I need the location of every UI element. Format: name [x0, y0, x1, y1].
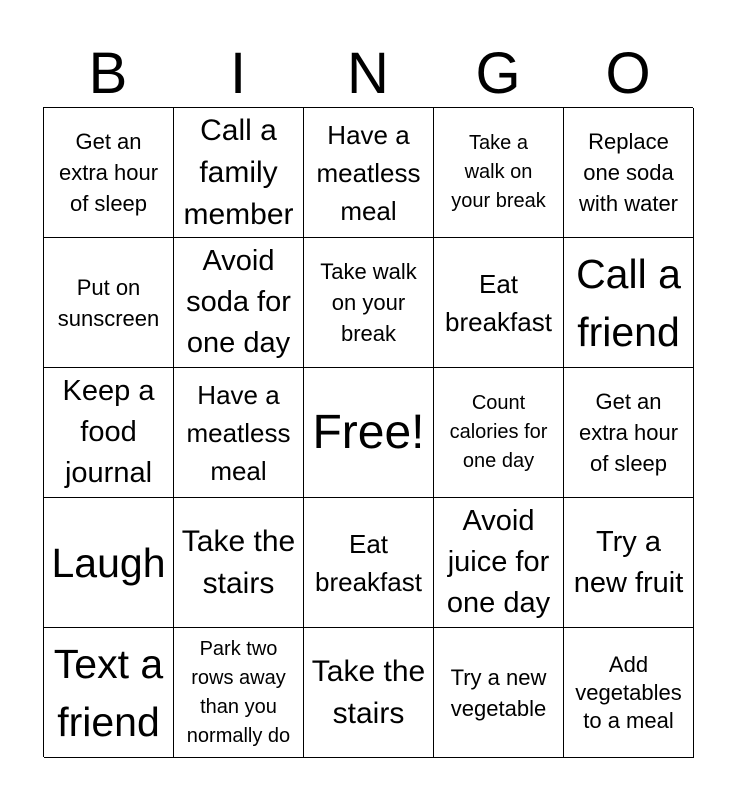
cell-label: Count calories for one day	[449, 392, 548, 472]
cell-label: Have a meatless meal	[186, 379, 291, 486]
bingo-cell-r3-c0[interactable]	[44, 498, 174, 628]
bingo-cell-r4-c1[interactable]	[174, 628, 304, 758]
bingo-cell-r3-c3[interactable]	[434, 498, 564, 628]
bingo-cell-r4-c3[interactable]	[434, 628, 564, 758]
header-letter-o: O	[605, 41, 651, 106]
cell-label: Call a family member	[183, 113, 294, 231]
header-letter-g: G	[475, 41, 521, 106]
bingo-cell-r0-c4[interactable]	[564, 108, 694, 238]
bingo-cell-r1-c3[interactable]	[434, 238, 564, 368]
cell-label: Get an extra hour of sleep	[58, 129, 159, 216]
bingo-cell-r1-c2[interactable]	[304, 238, 434, 368]
cell-label: Get an extra hour of sleep	[578, 389, 679, 476]
bingo-cell-r1-c0[interactable]	[44, 238, 174, 368]
cell-label: Eat breakfast	[445, 268, 552, 337]
bingo-cell-r2-c1[interactable]	[174, 368, 304, 498]
bingo-cell-r1-c4[interactable]	[564, 238, 694, 368]
bingo-cell-r2-c0[interactable]	[44, 368, 174, 498]
bingo-cell-r3-c1[interactable]	[174, 498, 304, 628]
bingo-cell-r2-c4[interactable]	[564, 368, 694, 498]
bingo-cell-r4-c4[interactable]	[564, 628, 694, 758]
header-letter-b: B	[88, 41, 128, 106]
cell-label: Park two rows away than you normally do	[186, 637, 291, 747]
cell-label: Free!	[312, 405, 425, 459]
cell-label: Avoid juice for one day	[446, 505, 551, 619]
cell-label: Eat breakfast	[315, 528, 422, 597]
bingo-cell-r3-c4[interactable]	[564, 498, 694, 628]
cell-label: Replace one soda with water	[578, 129, 679, 216]
header-letter-n: N	[347, 41, 389, 106]
bingo-cell-r0-c2[interactable]	[304, 108, 434, 238]
bingo-cell-r4-c2[interactable]	[304, 628, 434, 758]
bingo-cell-r4-c0[interactable]	[44, 628, 174, 758]
cell-label: Text a friend	[53, 640, 164, 745]
cell-label: Take a walk on your break	[451, 132, 546, 212]
cell-label: Take the stairs	[311, 654, 426, 730]
bingo-cell-r0-c3[interactable]	[434, 108, 564, 238]
cell-label: Try a new vegetable	[450, 664, 547, 721]
cell-label: Put on sunscreen	[57, 274, 160, 331]
cell-label: Have a meatless meal	[316, 119, 421, 226]
bingo-cell-r0-c0[interactable]	[44, 108, 174, 238]
bingo-cell-r3-c2[interactable]	[304, 498, 434, 628]
cell-label: Avoid soda for one day	[186, 245, 291, 359]
bingo-header	[43, 40, 693, 108]
cell-label: Call a friend	[576, 250, 681, 355]
bingo-cell-r2-c3[interactable]	[434, 368, 564, 498]
cell-label: Add vegetables to a meal	[575, 651, 682, 733]
cell-label: Take walk on your break	[320, 259, 417, 346]
bingo-cell-free[interactable]	[304, 368, 434, 498]
cell-label: Take the stairs	[181, 524, 296, 600]
bingo-cell-r0-c1[interactable]	[174, 108, 304, 238]
header-letter-i: I	[229, 41, 247, 106]
bingo-board	[43, 107, 693, 757]
cell-label: Try a new fruit	[573, 525, 684, 599]
bingo-cell-r1-c1[interactable]	[174, 238, 304, 368]
cell-label: Keep a food journal	[62, 375, 155, 489]
cell-label: Laugh	[51, 539, 166, 586]
